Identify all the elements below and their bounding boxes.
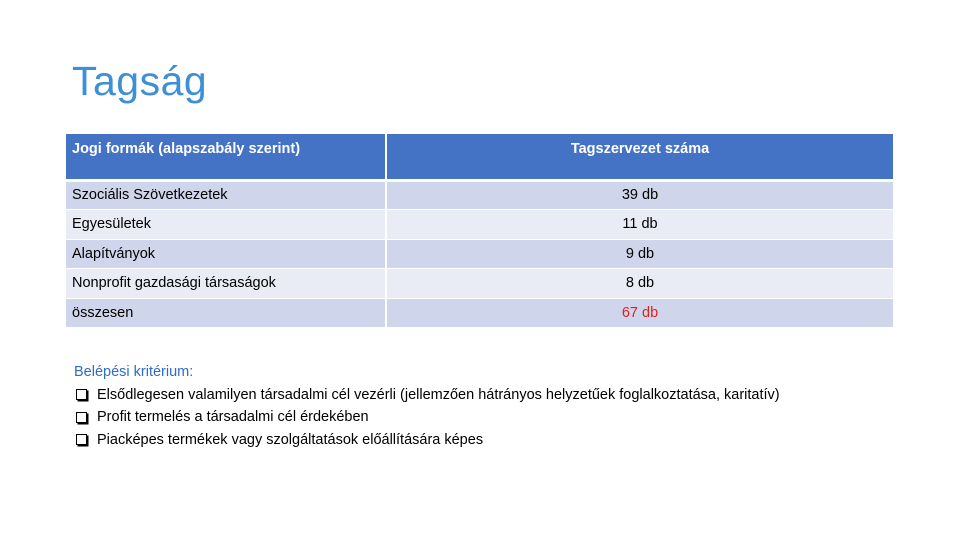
criteria-item-text: Piacképes termékek vagy szolgáltatások előállítására képes xyxy=(97,431,484,448)
legal-form-cell: Nonprofit gazdasági társaságok xyxy=(66,269,386,299)
criteria-list xyxy=(74,384,780,452)
criteria-item-text: Elsődlegesen valamilyen társadalmi cél vezérli (jellemzően hátrányos helyzetűek foglalkoztatása, karitatív) xyxy=(97,386,780,403)
total-count-cell: 67 db xyxy=(386,298,894,328)
table-total-row xyxy=(66,298,894,328)
criteria-section xyxy=(74,361,780,451)
table-row xyxy=(66,239,894,269)
legal-form-cell: Alapítványok xyxy=(66,239,386,269)
checkbox-bullet-icon xyxy=(76,389,87,400)
member-count-cell: 8 db xyxy=(386,269,894,299)
list-item xyxy=(74,429,780,452)
list-item xyxy=(74,384,780,407)
table-row xyxy=(66,180,894,210)
member-count-cell: 9 db xyxy=(386,239,894,269)
column-header-legal-form: Jogi formák (alapszabály szerint) xyxy=(66,134,386,180)
member-count-cell: 11 db xyxy=(386,210,894,240)
table-header-row xyxy=(66,134,894,180)
legal-form-cell: Egyesületek xyxy=(66,210,386,240)
member-count-cell: 39 db xyxy=(386,180,894,210)
list-item xyxy=(74,406,780,429)
table-row xyxy=(66,269,894,299)
membership-table xyxy=(66,134,895,328)
checkbox-bullet-icon xyxy=(76,434,87,445)
legal-form-cell: Szociális Szövetkezetek xyxy=(66,180,386,210)
checkbox-bullet-icon xyxy=(76,412,87,423)
table-row xyxy=(66,210,894,240)
total-label-cell: összesen xyxy=(66,298,386,328)
criteria-item-text: Profit termelés a társadalmi cél érdekében xyxy=(97,409,369,425)
criteria-heading: Belépési kritérium: xyxy=(74,364,194,380)
column-header-member-count: Tagszervezet száma xyxy=(386,134,894,180)
slide-title: Tagság xyxy=(72,58,208,104)
